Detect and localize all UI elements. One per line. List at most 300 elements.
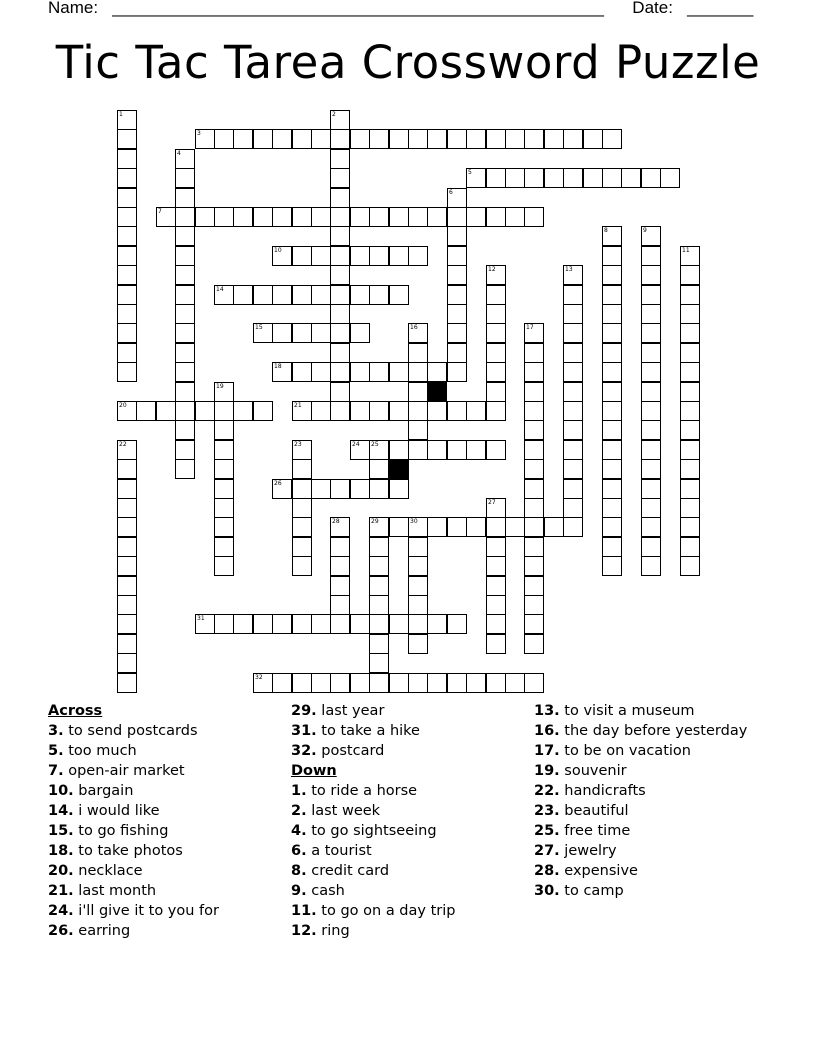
grid-cell[interactable] bbox=[563, 517, 583, 537]
grid-cell[interactable] bbox=[389, 673, 409, 693]
grid-cell[interactable] bbox=[330, 304, 350, 324]
grid-cell[interactable] bbox=[175, 401, 195, 421]
grid-cell[interactable] bbox=[680, 440, 700, 460]
grid-cell[interactable] bbox=[330, 207, 350, 227]
grid-cell[interactable] bbox=[292, 498, 312, 518]
grid-cell[interactable] bbox=[117, 459, 137, 479]
grid-cell[interactable] bbox=[311, 246, 331, 266]
grid-cell[interactable] bbox=[563, 285, 583, 305]
grid-cell[interactable] bbox=[447, 673, 467, 693]
grid-cell[interactable] bbox=[330, 576, 350, 596]
grid-cell[interactable] bbox=[680, 285, 700, 305]
grid-cell[interactable] bbox=[175, 440, 195, 460]
grid-cell[interactable] bbox=[330, 382, 350, 402]
grid-cell[interactable] bbox=[136, 401, 156, 421]
grid-cell[interactable] bbox=[233, 207, 253, 227]
grid-cell[interactable] bbox=[524, 382, 544, 402]
grid-cell[interactable] bbox=[660, 168, 680, 188]
grid-cell[interactable] bbox=[272, 673, 292, 693]
grid-cell[interactable] bbox=[680, 517, 700, 537]
grid-cell[interactable] bbox=[214, 382, 234, 402]
grid-cell[interactable] bbox=[486, 537, 506, 557]
grid-cell[interactable] bbox=[602, 459, 622, 479]
grid-cell[interactable] bbox=[330, 323, 350, 343]
grid-cell[interactable] bbox=[447, 401, 467, 421]
grid-cell[interactable] bbox=[466, 129, 486, 149]
grid-cell[interactable] bbox=[524, 323, 544, 343]
grid-cell[interactable] bbox=[214, 479, 234, 499]
grid-cell[interactable] bbox=[389, 362, 409, 382]
grid-cell[interactable] bbox=[602, 304, 622, 324]
grid-cell[interactable] bbox=[408, 595, 428, 615]
grid-cell[interactable] bbox=[680, 323, 700, 343]
grid-cell[interactable] bbox=[214, 420, 234, 440]
grid-cell[interactable] bbox=[563, 420, 583, 440]
grid-cell[interactable] bbox=[117, 537, 137, 557]
grid-cell[interactable] bbox=[311, 479, 331, 499]
grid-cell[interactable] bbox=[311, 614, 331, 634]
grid-cell[interactable] bbox=[641, 401, 661, 421]
grid-cell[interactable] bbox=[680, 401, 700, 421]
grid-cell[interactable] bbox=[233, 129, 253, 149]
grid-cell[interactable] bbox=[641, 440, 661, 460]
grid-cell[interactable] bbox=[408, 246, 428, 266]
grid-cell[interactable] bbox=[447, 207, 467, 227]
grid-cell[interactable] bbox=[602, 226, 622, 246]
grid-cell[interactable] bbox=[602, 498, 622, 518]
grid-cell[interactable] bbox=[330, 517, 350, 537]
grid-cell[interactable] bbox=[389, 129, 409, 149]
grid-cell[interactable] bbox=[175, 343, 195, 363]
grid-cell[interactable] bbox=[563, 168, 583, 188]
grid-cell[interactable] bbox=[641, 498, 661, 518]
grid-cell[interactable] bbox=[117, 304, 137, 324]
grid-cell[interactable] bbox=[680, 265, 700, 285]
grid-cell[interactable] bbox=[389, 285, 409, 305]
grid-cell[interactable] bbox=[680, 304, 700, 324]
grid-cell[interactable] bbox=[486, 168, 506, 188]
grid-cell[interactable] bbox=[117, 323, 137, 343]
grid-cell[interactable] bbox=[408, 382, 428, 402]
grid-cell[interactable] bbox=[253, 673, 273, 693]
grid-cell[interactable] bbox=[330, 479, 350, 499]
grid-cell[interactable] bbox=[369, 576, 389, 596]
grid-cell[interactable] bbox=[524, 614, 544, 634]
grid-cell[interactable] bbox=[117, 673, 137, 693]
grid-cell[interactable] bbox=[524, 343, 544, 363]
grid-cell[interactable] bbox=[524, 401, 544, 421]
grid-cell[interactable] bbox=[563, 362, 583, 382]
grid-cell[interactable] bbox=[214, 440, 234, 460]
grid-cell[interactable] bbox=[447, 323, 467, 343]
grid-cell[interactable] bbox=[447, 129, 467, 149]
grid-cell[interactable] bbox=[292, 207, 312, 227]
grid-cell[interactable] bbox=[641, 537, 661, 557]
grid-cell[interactable] bbox=[641, 265, 661, 285]
grid-cell[interactable] bbox=[408, 517, 428, 537]
grid-cell[interactable] bbox=[563, 304, 583, 324]
grid-cell[interactable] bbox=[466, 673, 486, 693]
grid-cell[interactable] bbox=[408, 401, 428, 421]
grid-cell[interactable] bbox=[117, 401, 137, 421]
grid-cell[interactable] bbox=[602, 246, 622, 266]
grid-cell[interactable] bbox=[486, 362, 506, 382]
grid-cell[interactable] bbox=[408, 129, 428, 149]
grid-cell[interactable] bbox=[524, 595, 544, 615]
grid-cell[interactable] bbox=[350, 129, 370, 149]
grid-cell[interactable] bbox=[214, 517, 234, 537]
grid-cell[interactable] bbox=[680, 343, 700, 363]
grid-cell[interactable] bbox=[602, 420, 622, 440]
grid-cell[interactable] bbox=[292, 479, 312, 499]
grid-cell[interactable] bbox=[350, 285, 370, 305]
grid-cell[interactable] bbox=[486, 285, 506, 305]
grid-cell[interactable] bbox=[486, 207, 506, 227]
grid-cell[interactable] bbox=[641, 420, 661, 440]
grid-cell[interactable] bbox=[175, 265, 195, 285]
grid-cell[interactable] bbox=[175, 459, 195, 479]
grid-cell[interactable] bbox=[233, 401, 253, 421]
grid-cell[interactable] bbox=[214, 614, 234, 634]
grid-cell[interactable] bbox=[641, 517, 661, 537]
grid-cell[interactable] bbox=[117, 517, 137, 537]
grid-cell[interactable] bbox=[641, 362, 661, 382]
grid-cell[interactable] bbox=[602, 285, 622, 305]
grid-cell[interactable] bbox=[175, 382, 195, 402]
grid-cell[interactable] bbox=[427, 673, 447, 693]
grid-cell[interactable] bbox=[369, 517, 389, 537]
grid-cell[interactable] bbox=[292, 362, 312, 382]
grid-cell[interactable] bbox=[486, 614, 506, 634]
grid-cell[interactable] bbox=[389, 440, 409, 460]
grid-cell[interactable] bbox=[486, 304, 506, 324]
grid-cell[interactable] bbox=[330, 343, 350, 363]
grid-cell[interactable] bbox=[602, 382, 622, 402]
grid-cell[interactable] bbox=[330, 556, 350, 576]
grid-cell[interactable] bbox=[602, 265, 622, 285]
grid-cell[interactable] bbox=[292, 537, 312, 557]
grid-cell[interactable] bbox=[408, 343, 428, 363]
grid-cell[interactable] bbox=[408, 673, 428, 693]
grid-cell[interactable] bbox=[544, 517, 564, 537]
grid-cell[interactable] bbox=[563, 265, 583, 285]
grid-cell[interactable] bbox=[253, 614, 273, 634]
grid-cell[interactable] bbox=[117, 614, 137, 634]
grid-cell[interactable] bbox=[311, 129, 331, 149]
grid-cell[interactable] bbox=[524, 207, 544, 227]
grid-cell[interactable] bbox=[563, 129, 583, 149]
grid-cell[interactable] bbox=[350, 323, 370, 343]
grid-cell[interactable] bbox=[524, 459, 544, 479]
grid-cell[interactable] bbox=[408, 207, 428, 227]
grid-cell[interactable] bbox=[272, 285, 292, 305]
grid-cell[interactable] bbox=[486, 517, 506, 537]
grid-cell[interactable] bbox=[117, 149, 137, 169]
grid-cell[interactable] bbox=[602, 517, 622, 537]
grid-cell[interactable] bbox=[117, 576, 137, 596]
grid-cell[interactable] bbox=[583, 129, 603, 149]
grid-cell[interactable] bbox=[447, 188, 467, 208]
grid-cell[interactable] bbox=[524, 498, 544, 518]
grid-cell[interactable] bbox=[486, 634, 506, 654]
grid-cell[interactable] bbox=[447, 440, 467, 460]
grid-cell[interactable] bbox=[563, 479, 583, 499]
grid-cell[interactable] bbox=[544, 129, 564, 149]
grid-cell[interactable] bbox=[195, 614, 215, 634]
grid-cell[interactable] bbox=[175, 285, 195, 305]
grid-cell[interactable] bbox=[602, 323, 622, 343]
grid-cell[interactable] bbox=[602, 362, 622, 382]
grid-cell[interactable] bbox=[233, 614, 253, 634]
grid-cell[interactable] bbox=[330, 362, 350, 382]
grid-cell[interactable] bbox=[117, 595, 137, 615]
grid-cell[interactable] bbox=[156, 401, 176, 421]
grid-cell[interactable] bbox=[466, 207, 486, 227]
grid-cell[interactable] bbox=[369, 653, 389, 673]
grid-cell[interactable] bbox=[369, 207, 389, 227]
grid-cell[interactable] bbox=[292, 323, 312, 343]
grid-cell[interactable] bbox=[117, 362, 137, 382]
grid-cell[interactable] bbox=[583, 168, 603, 188]
grid-cell[interactable] bbox=[563, 343, 583, 363]
grid-cell[interactable] bbox=[447, 246, 467, 266]
grid-cell[interactable] bbox=[195, 129, 215, 149]
grid-cell[interactable] bbox=[524, 362, 544, 382]
grid-cell[interactable] bbox=[350, 673, 370, 693]
grid-cell[interactable] bbox=[389, 246, 409, 266]
grid-cell[interactable] bbox=[292, 401, 312, 421]
grid-cell[interactable] bbox=[389, 517, 409, 537]
grid-cell[interactable] bbox=[117, 129, 137, 149]
grid-cell[interactable] bbox=[117, 246, 137, 266]
grid-cell[interactable] bbox=[447, 304, 467, 324]
grid-cell[interactable] bbox=[427, 362, 447, 382]
grid-cell[interactable] bbox=[214, 459, 234, 479]
grid-cell[interactable] bbox=[330, 149, 350, 169]
grid-cell[interactable] bbox=[175, 304, 195, 324]
grid-cell[interactable] bbox=[311, 323, 331, 343]
grid-cell[interactable] bbox=[117, 498, 137, 518]
grid-cell[interactable] bbox=[214, 537, 234, 557]
grid-cell[interactable] bbox=[350, 440, 370, 460]
grid-cell[interactable] bbox=[369, 246, 389, 266]
grid-cell[interactable] bbox=[175, 207, 195, 227]
grid-cell[interactable] bbox=[466, 401, 486, 421]
grid-cell[interactable] bbox=[175, 226, 195, 246]
grid-cell[interactable] bbox=[117, 556, 137, 576]
grid-cell[interactable] bbox=[369, 634, 389, 654]
grid-cell[interactable] bbox=[524, 440, 544, 460]
grid-cell[interactable] bbox=[524, 517, 544, 537]
grid-cell[interactable] bbox=[311, 207, 331, 227]
grid-cell[interactable] bbox=[214, 401, 234, 421]
grid-cell[interactable] bbox=[408, 556, 428, 576]
grid-cell[interactable] bbox=[292, 614, 312, 634]
grid-cell[interactable] bbox=[447, 517, 467, 537]
grid-cell[interactable] bbox=[602, 556, 622, 576]
grid-cell[interactable] bbox=[117, 265, 137, 285]
grid-cell[interactable] bbox=[117, 285, 137, 305]
grid-cell[interactable] bbox=[350, 362, 370, 382]
grid-cell[interactable] bbox=[602, 440, 622, 460]
grid-cell[interactable] bbox=[602, 401, 622, 421]
grid-cell[interactable] bbox=[175, 420, 195, 440]
grid-cell[interactable] bbox=[369, 556, 389, 576]
grid-cell[interactable] bbox=[486, 129, 506, 149]
grid-cell[interactable] bbox=[330, 188, 350, 208]
grid-cell[interactable] bbox=[175, 149, 195, 169]
grid-cell[interactable] bbox=[408, 440, 428, 460]
grid-cell[interactable] bbox=[408, 537, 428, 557]
grid-cell[interactable] bbox=[486, 498, 506, 518]
grid-cell[interactable] bbox=[350, 614, 370, 634]
grid-cell[interactable] bbox=[641, 343, 661, 363]
grid-cell[interactable] bbox=[563, 459, 583, 479]
grid-cell[interactable] bbox=[505, 673, 525, 693]
grid-cell[interactable] bbox=[175, 246, 195, 266]
grid-cell[interactable] bbox=[680, 556, 700, 576]
grid-cell[interactable] bbox=[175, 323, 195, 343]
grid-cell[interactable] bbox=[292, 246, 312, 266]
grid-cell[interactable] bbox=[505, 168, 525, 188]
grid-cell[interactable] bbox=[117, 440, 137, 460]
grid-cell[interactable] bbox=[117, 188, 137, 208]
grid-cell[interactable] bbox=[486, 323, 506, 343]
grid-cell[interactable] bbox=[389, 614, 409, 634]
grid-cell[interactable] bbox=[524, 576, 544, 596]
grid-cell[interactable] bbox=[330, 129, 350, 149]
grid-cell[interactable] bbox=[408, 323, 428, 343]
grid-cell[interactable] bbox=[466, 517, 486, 537]
grid-cell[interactable] bbox=[195, 207, 215, 227]
grid-cell[interactable] bbox=[233, 285, 253, 305]
grid-cell[interactable] bbox=[330, 265, 350, 285]
grid-cell[interactable] bbox=[311, 673, 331, 693]
grid-cell[interactable] bbox=[214, 556, 234, 576]
grid-cell[interactable] bbox=[466, 440, 486, 460]
grid-cell[interactable] bbox=[389, 207, 409, 227]
grid-cell[interactable] bbox=[272, 323, 292, 343]
grid-cell[interactable] bbox=[175, 362, 195, 382]
grid-cell[interactable] bbox=[563, 382, 583, 402]
grid-cell[interactable] bbox=[292, 459, 312, 479]
grid-cell[interactable] bbox=[369, 362, 389, 382]
grid-cell[interactable] bbox=[272, 479, 292, 499]
grid-cell[interactable] bbox=[389, 401, 409, 421]
grid-cell[interactable] bbox=[214, 129, 234, 149]
grid-cell[interactable] bbox=[117, 479, 137, 499]
grid-cell[interactable] bbox=[311, 285, 331, 305]
grid-cell[interactable] bbox=[389, 479, 409, 499]
grid-cell[interactable] bbox=[447, 343, 467, 363]
grid-cell[interactable] bbox=[272, 362, 292, 382]
grid-cell[interactable] bbox=[369, 537, 389, 557]
grid-cell[interactable] bbox=[563, 401, 583, 421]
grid-cell[interactable] bbox=[641, 479, 661, 499]
grid-cell[interactable] bbox=[505, 129, 525, 149]
grid-cell[interactable] bbox=[350, 401, 370, 421]
grid-cell[interactable] bbox=[156, 207, 176, 227]
grid-cell[interactable] bbox=[117, 226, 137, 246]
grid-cell[interactable] bbox=[447, 614, 467, 634]
name-blank[interactable]: ____________________________________________________ bbox=[112, 0, 604, 17]
grid-cell[interactable] bbox=[641, 459, 661, 479]
grid-cell[interactable] bbox=[486, 556, 506, 576]
grid-cell[interactable] bbox=[369, 459, 389, 479]
grid-cell[interactable] bbox=[214, 498, 234, 518]
grid-cell[interactable] bbox=[641, 556, 661, 576]
grid-cell[interactable] bbox=[253, 129, 273, 149]
grid-cell[interactable] bbox=[330, 537, 350, 557]
grid-cell[interactable] bbox=[330, 595, 350, 615]
grid-cell[interactable] bbox=[680, 479, 700, 499]
grid-cell[interactable] bbox=[602, 129, 622, 149]
grid-cell[interactable] bbox=[427, 517, 447, 537]
grid-cell[interactable] bbox=[427, 129, 447, 149]
grid-cell[interactable] bbox=[524, 673, 544, 693]
grid-cell[interactable] bbox=[311, 401, 331, 421]
grid-cell[interactable] bbox=[641, 323, 661, 343]
grid-cell[interactable] bbox=[175, 188, 195, 208]
grid-cell[interactable] bbox=[253, 401, 273, 421]
grid-cell[interactable] bbox=[680, 362, 700, 382]
grid-cell[interactable] bbox=[447, 285, 467, 305]
grid-cell[interactable] bbox=[330, 226, 350, 246]
grid-cell[interactable] bbox=[330, 168, 350, 188]
grid-cell[interactable] bbox=[195, 401, 215, 421]
grid-cell[interactable] bbox=[486, 401, 506, 421]
grid-cell[interactable] bbox=[272, 246, 292, 266]
grid-cell[interactable] bbox=[292, 556, 312, 576]
grid-cell[interactable] bbox=[621, 168, 641, 188]
grid-cell[interactable] bbox=[602, 537, 622, 557]
grid-cell[interactable] bbox=[427, 401, 447, 421]
grid-cell[interactable] bbox=[330, 401, 350, 421]
grid-cell[interactable] bbox=[292, 129, 312, 149]
grid-cell[interactable] bbox=[680, 537, 700, 557]
grid-cell[interactable] bbox=[369, 673, 389, 693]
grid-cell[interactable] bbox=[272, 614, 292, 634]
grid-cell[interactable] bbox=[330, 110, 350, 130]
grid-cell[interactable] bbox=[214, 285, 234, 305]
grid-cell[interactable] bbox=[330, 673, 350, 693]
grid-cell[interactable] bbox=[408, 614, 428, 634]
grid-cell[interactable] bbox=[486, 382, 506, 402]
grid-cell[interactable] bbox=[447, 265, 467, 285]
grid-cell[interactable] bbox=[117, 634, 137, 654]
grid-cell[interactable] bbox=[272, 207, 292, 227]
grid-cell[interactable] bbox=[292, 517, 312, 537]
grid-cell[interactable] bbox=[680, 498, 700, 518]
grid-cell[interactable] bbox=[117, 207, 137, 227]
grid-cell[interactable] bbox=[524, 129, 544, 149]
grid-cell[interactable] bbox=[563, 498, 583, 518]
grid-cell[interactable] bbox=[330, 246, 350, 266]
grid-cell[interactable] bbox=[602, 343, 622, 363]
grid-cell[interactable] bbox=[272, 129, 292, 149]
grid-cell[interactable] bbox=[486, 673, 506, 693]
date-blank[interactable]: _______ bbox=[687, 0, 754, 17]
grid-cell[interactable] bbox=[602, 479, 622, 499]
grid-cell[interactable] bbox=[486, 576, 506, 596]
grid-cell[interactable] bbox=[311, 362, 331, 382]
grid-cell[interactable] bbox=[369, 129, 389, 149]
grid-cell[interactable] bbox=[486, 595, 506, 615]
grid-cell[interactable] bbox=[505, 207, 525, 227]
grid-cell[interactable] bbox=[292, 285, 312, 305]
grid-cell[interactable] bbox=[524, 634, 544, 654]
grid-cell[interactable] bbox=[408, 576, 428, 596]
